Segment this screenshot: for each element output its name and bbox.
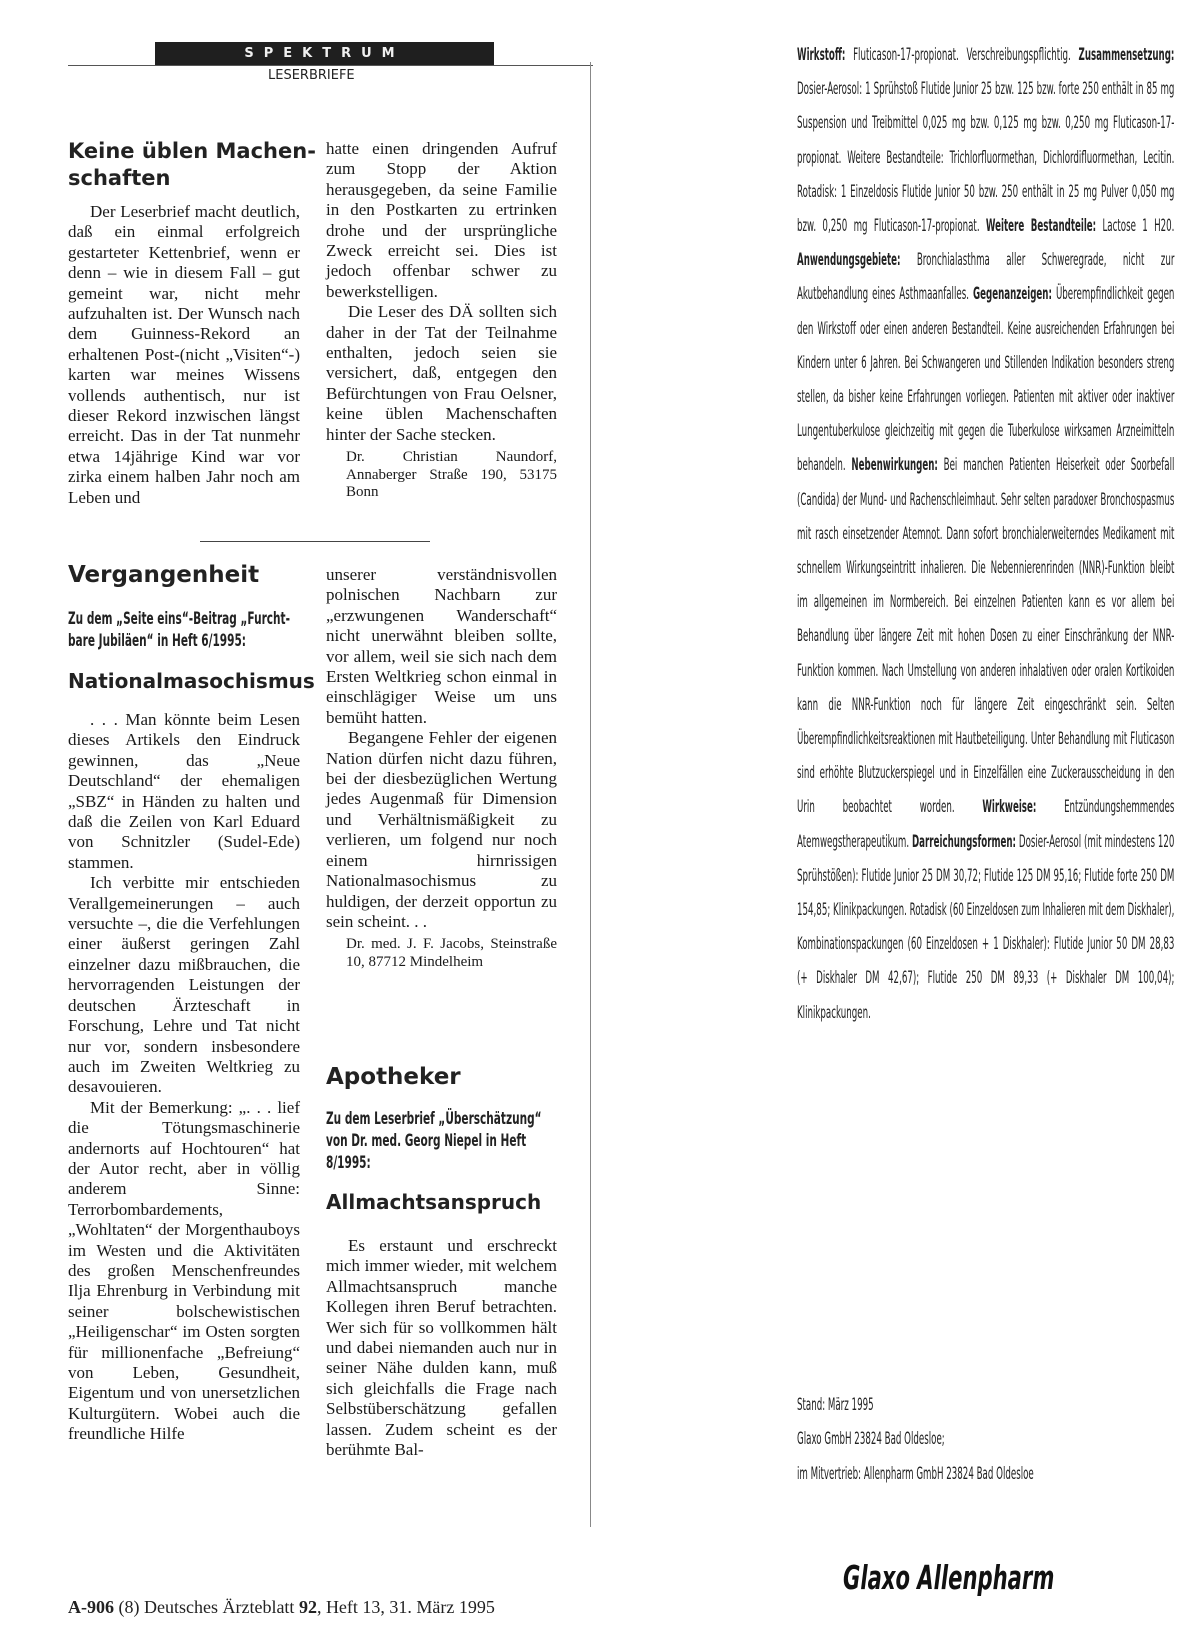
label-nebenwirkungen: Nebenwirkungen: <box>851 455 938 476</box>
letter2-title: Nationalmasochismus <box>68 669 315 693</box>
label-zusammensetzung: Zusammensetzung: <box>1078 45 1175 65</box>
text-wirkstoff: Fluticason-17-propionat. Verschreibungspflichtig. <box>845 45 1079 65</box>
brand-logo: Glaxo Allenpharm <box>843 1558 1055 1597</box>
text-weitere-bestandteile: Lactose 1 H20. <box>1096 216 1175 237</box>
column-divider <box>590 62 591 1527</box>
letter2-col2-paragraph: unserer verständnisvollen polnischen Nachbarn zur „erzwungenen Wanderschaft“ nicht unerwähnt bleiben sollte, vor allem, weil sie sich nach dem Ersten Weltkrieg schon einmal in einschlägiger Weise um uns bemüht hatten. <box>326 565 557 727</box>
letter3-body <box>326 1236 557 1460</box>
label-gegenanzeigen: Gegenanzeigen: <box>973 284 1052 305</box>
page-footer <box>68 1597 495 1618</box>
text-zusammensetzung: Dosier-Aerosol: 1 Sprühstoß Flutide Junior 25 bzw. 125 bzw. forte 250 enthält in 85 mg Suspension und Treibmittel 0,025 mg bzw. 0,125 mg bzw. 0,250 mg Fluticason-17-propionat. Weitere Bestandteile: Trichlorfluormethan, Dichlordifluormethan, Lecitin. Rotadisk: 1 Einzeldosis Flutide Junior 50 bzw. 250 enthält in 25 mg Pulver 0,050 mg bzw. 0,250 mg Fluticason-17-propionat. <box>797 79 1175 237</box>
letter3-reference: Zu dem Leserbrief „Überschätzung“ von Dr. med. Georg Niepel in Heft 8/1995: <box>326 1109 542 1173</box>
volume-number: 92 <box>298 1597 317 1617</box>
text-anwendungsgebiete: Bronchialasthma aller Schweregrade, nicht zur Akutbehandlung eines Asthmaanfalles. <box>797 250 1175 305</box>
letter1-col2-paragraph: hatte einen dringenden Aufruf zum Stopp der Aktion herausgegeben, da seine Familie in den Postkarten zu ertrinken drohe und der ursprüngliche Zweck erreicht sei. Dies ist jedoch offenbar schwer zu bewerkstelligen. <box>326 139 557 301</box>
section-banner: SPEKTRUM <box>155 42 494 65</box>
letter3-paragraph: Es erstaunt und erschreckt mich immer wieder, mit welchem Allmachtsanspruch manche Kollegen ihren Beruf betrachten. Wer sich für so vollkommen hält und dabei niemanden auch nur in seiner Nähe dulden kann, muß sich gleichfalls die Frage nach Selbstüberschätzung gefallen lassen. Zudem scheint es der berühmte Bal- <box>326 1236 557 1460</box>
label-weitere-bestandteile: Weitere Bestandteile: <box>985 216 1097 237</box>
letter2-col1-paragraph: Ich verbitte mir entschieden Verallgemeinerungen – auch versuchte –, die die Verfehlungen einer äußerst geringen Zahl einzelner dazu mißbrauchen, die hervorragenden Leistungen der deutschen Ärzteschaft in Forschung, Lehre und Tat nicht nur vor, sondern insbesondere auch im Zweiten Weltkrieg zu desavouieren. <box>68 873 300 1097</box>
letter1-title: Keine üblen Machen- schaften <box>68 139 316 190</box>
text-gegenanzeigen: Überempfindlichkeit gegen den Wirkstoff oder einen anderen Bestandteil. Keine ausreichenden Erfahrungen bei Kindern unter 6 Jahren. Bei Schwangeren und Stillenden Indikation besonders streng stellen, da bisher keine Erfahrungen vorliegen. Patienten mit aktiver oder inaktiver Lungentuberkulose gleichzeitig mit gegen die Tuberkulose wirksamen Arzneimitteln behandeln. <box>797 284 1175 476</box>
letter1-col1-paragraph: Der Leserbrief macht deutlich, daß ein einmal erfolgreich gestarteter Kettenbrief, wenn er denn – wie in diesem Fall – gut gemeint war, nicht mehr aufzuhalten ist. Der Wunsch nach dem Guinness-Rekord an erhaltenen Post-(nicht „Visiten“-) karten war meines Wissens vollends authentisch, nur ist dieser Rekord inzwischen längst erreicht. Das in der Tat nunmehr etwa 14jährige Kind war vor zirka einem halben Jahr noch am Leben und <box>68 202 300 507</box>
text-wirkweise: Entzündungshemmendes Atemwegstherapeutikum. <box>797 797 1175 852</box>
letter1-signature: Dr. Christian Naundorf, Annaberger Straße 190, 53175 Bonn <box>346 449 557 501</box>
letter2-col1-paragraph: . . . Man könnte beim Lesen dieses Artikels den Eindruck gewinnen, das „Neue Deutschland“ der ehemaligen „SBZ“ in Händen zu halten und daß die Zeilen von Karl Eduard von Schnitzler (Sudel-Ede) stammen. <box>68 710 300 872</box>
drug-information-text <box>797 38 1174 1030</box>
letter3-title: Allmachtsanspruch <box>326 1190 542 1214</box>
text-nebenwirkungen: Bei manchen Patienten Heiserkeit oder Soorbefall (Candida) der Mund- und Rachenschleimhaut. Sehr selten paradoxer Bronchospasmus mit rasch einsetzender Atemnot. Dann sofort bronchialerweiterndes Medikament mit schnellem Wirkungseintritt inhalieren. Die Nebennierenrinden (NNR)-Funktion bleibt im allgemeinen im Normbereich. Bei einzelnen Patienten kann es vor allem bei Behandlung über längere Zeit mit hohen Dosen zu einer Einschränkung der NNR-Funktion kommen. Nach Umstellung von anderen inhalativen oder oralen Kortikoiden kann die NNR-Funktion noch für längere Zeit eingeschränkt sein. Selten Überempfindlichkeitsreaktionen mit Hautbeteiligung. Unter Behandlung mit Fluticason sind erhöhte Blutzuckerspiegel und in Einzelfällen eine Zuckerausscheidung in den Urin beobachtet worden. <box>797 455 1175 818</box>
letter1-col1 <box>68 202 300 508</box>
drug-company: Glaxo GmbH 23824 Bad Oldesloe; <box>797 1429 945 1449</box>
letter2-reference: Zu dem „Seite eins“-Beitrag „Furcht- bare Jubiläen“ in Heft 6/1995: <box>68 609 290 651</box>
label-wirkweise: Wirkweise: <box>982 797 1037 818</box>
page-number: A-906 <box>68 1597 114 1617</box>
header-rule <box>68 65 593 66</box>
letter2-col1 <box>68 710 300 1445</box>
letter3-topic: Apotheker <box>326 1064 461 1090</box>
text-darreichungsformen: Dosier-Aerosol (mit mindestens 120 Sprühstößen): Flutide Junior 25 DM 30,72; Flutide 125 DM 95,16; Flutide forte 250 DM 154,85; Klinikpackungen. Rotadisk (60 Einzeldosen zum Inhalieren mit dem Diskhaler), Kombinationspackungen (60 Einzeldosen + 1 Diskhaler): Flutide Junior 50 DM 28,83 (+ Diskhaler DM 42,67); Flutide 250 DM 89,33 (+ Diskhaler DM 100,04); Klinikpackungen. <box>797 831 1175 1023</box>
letter2-signature: Dr. med. J. F. Jacobs, Steinstraße 10, 87712 Mindelheim <box>346 936 557 970</box>
issue-prefix: (8) Deutsches Ärzteblatt <box>114 1597 299 1617</box>
label-wirkstoff: Wirkstoff: <box>797 45 846 65</box>
drug-co-marketing: im Mitvertrieb: Allenpharm GmbH 23824 Bad Oldesloe <box>797 1464 1034 1484</box>
letter1-col2-paragraph: Die Leser des DÄ sollten sich daher in der Tat der Teilnahme enthalten, jedoch seien sie versichert, daß, entgegen den Befürchtungen von Frau Oelsner, keine üblen Machenschaften hinter der Sache stecken. <box>326 302 557 444</box>
subsection-label: LESERBRIEFE <box>268 68 355 83</box>
letter1-col2 <box>326 139 557 502</box>
letter2-col2 <box>326 565 557 971</box>
label-darreichungsformen: Darreichungsformen: <box>911 831 1017 852</box>
letter2-topic: Vergangenheit <box>68 562 260 588</box>
letter-separator <box>200 541 430 542</box>
drug-stand: Stand: März 1995 <box>797 1395 874 1415</box>
letter2-col2-paragraph: Begangene Fehler der eigenen Nation dürfen nicht dazu führen, bei der diesbezüglichen Wertung jedes Augenmaß für Dimension und Verhältnismäßigkeit zu verlieren, um folgend nur noch einem hirnrissigen Nationalmasochismus zu huldigen, der derzeit opportun zu sein scheint. . . <box>326 728 557 931</box>
letter2-col1-paragraph: Mit der Bemerkung: „. . . lief die Tötungsmaschinerie andernorts auf Hochtouren“ hat der Autor recht, aber in völlig anderem Sinne: Terrorbombardements, „Wohltaten“ der Morgenthauboys im Westen und die Aktivitäten des großen Menschenfreundes Ilja Ehrenburg in Verbindung mit seiner bolschewistischen „Heiligenschar“ im Osten sorgten für millionenfache „Befreiung“ von Leben, Gesundheit, Eigentum und von unersetzlichen Kulturgütern. Wobei auch die freundliche Hilfe <box>68 1097 300 1444</box>
label-anwendungsgebiete: Anwendungsgebiete: <box>797 250 901 271</box>
issue-suffix: , Heft 13, 31. März 1995 <box>316 1597 495 1617</box>
